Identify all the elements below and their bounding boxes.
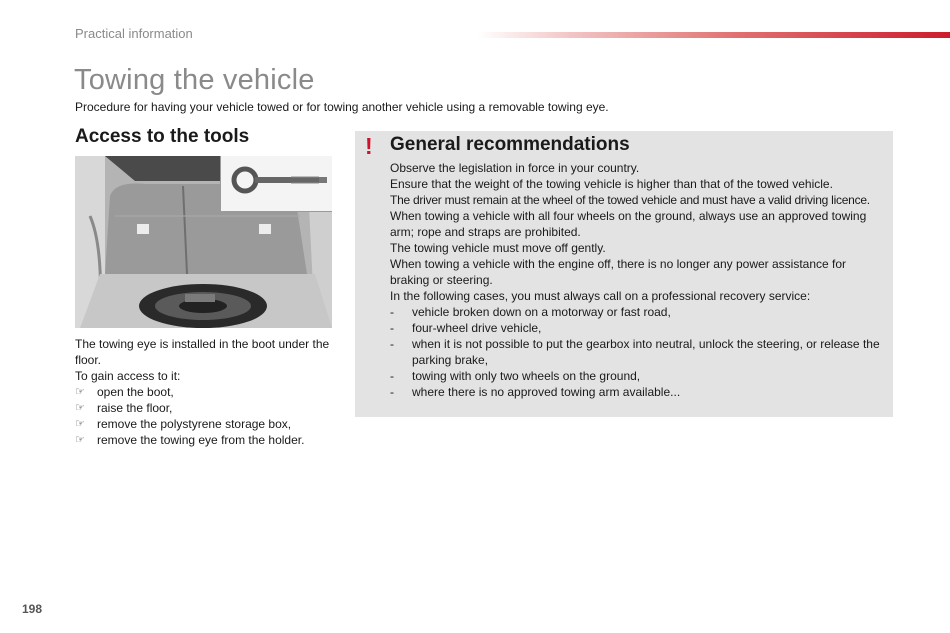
- recommendations-heading: General recommendations: [390, 134, 630, 155]
- recommendation-paragraph: In the following cases, you must always call on a professional recovery service:: [390, 289, 811, 303]
- access-step-text: remove the polystyrene storage box,: [97, 417, 292, 431]
- page-title: Towing the vehicle: [74, 64, 315, 96]
- towing-eye-inset: [220, 156, 332, 212]
- access-step: [75, 416, 345, 432]
- access-paragraph: To gain access to it:: [75, 369, 181, 383]
- access-step-text: raise the floor,: [97, 401, 173, 415]
- access-steps: [75, 384, 345, 448]
- intro-text: Procedure for having your vehicle towed or for towing another vehicle using a removable towing eye.: [75, 100, 609, 114]
- pointing-hand-icon: ☞: [75, 402, 85, 414]
- recommendations-body: [390, 160, 885, 400]
- recovery-case: - where there is no approved towing arm available...: [390, 384, 885, 400]
- access-instructions: [75, 336, 345, 448]
- recovery-case: - when it is not possible to put the gearbox into neutral, unlock the steering, or release the parking brake,: [390, 336, 885, 368]
- recommendation-paragraph: Ensure that the weight of the towing vehicle is higher than that of the towed vehicle.: [390, 177, 833, 191]
- recommendation-paragraph: The towing vehicle must move off gently.: [390, 241, 606, 255]
- pointing-hand-icon: ☞: [75, 418, 85, 430]
- recovery-case: - four-wheel drive vehicle,: [390, 320, 885, 336]
- pointing-hand-icon: ☞: [75, 386, 85, 398]
- recommendation-paragraph: When towing a vehicle with all four wheels on the ground, always use an approved towing arm; rope and straps are prohibited.: [390, 209, 867, 239]
- access-step-text: open the boot,: [97, 385, 174, 399]
- section-label: Practical information: [75, 26, 193, 41]
- page-number: 198: [22, 602, 43, 616]
- recommendation-paragraph: The driver must remain at the wheel of the towed vehicle and must have a valid driving licence.: [390, 193, 870, 207]
- access-step: [75, 400, 345, 416]
- access-step: [75, 432, 345, 448]
- recommendation-paragraph: Observe the legislation in force in your country.: [390, 161, 640, 175]
- recommendation-paragraph: When towing a vehicle with the engine off, there is no longer any power assistance for braking or steering.: [390, 257, 847, 287]
- access-paragraph: The towing eye is installed in the boot under the floor.: [75, 337, 330, 367]
- access-step: [75, 384, 345, 400]
- header-accent-bar: [478, 32, 950, 38]
- towing-eye-icon: [221, 156, 332, 211]
- boot-photo: [75, 156, 332, 328]
- warning-icon: !: [365, 133, 373, 159]
- recovery-case: - towing with only two wheels on the ground,: [390, 368, 885, 384]
- access-heading: Access to the tools: [75, 126, 250, 147]
- access-step-text: remove the towing eye from the holder.: [97, 433, 305, 447]
- recovery-case: - vehicle broken down on a motorway or fast road,: [390, 304, 885, 320]
- pointing-hand-icon: ☞: [75, 434, 85, 446]
- recovery-cases-list: [390, 304, 885, 400]
